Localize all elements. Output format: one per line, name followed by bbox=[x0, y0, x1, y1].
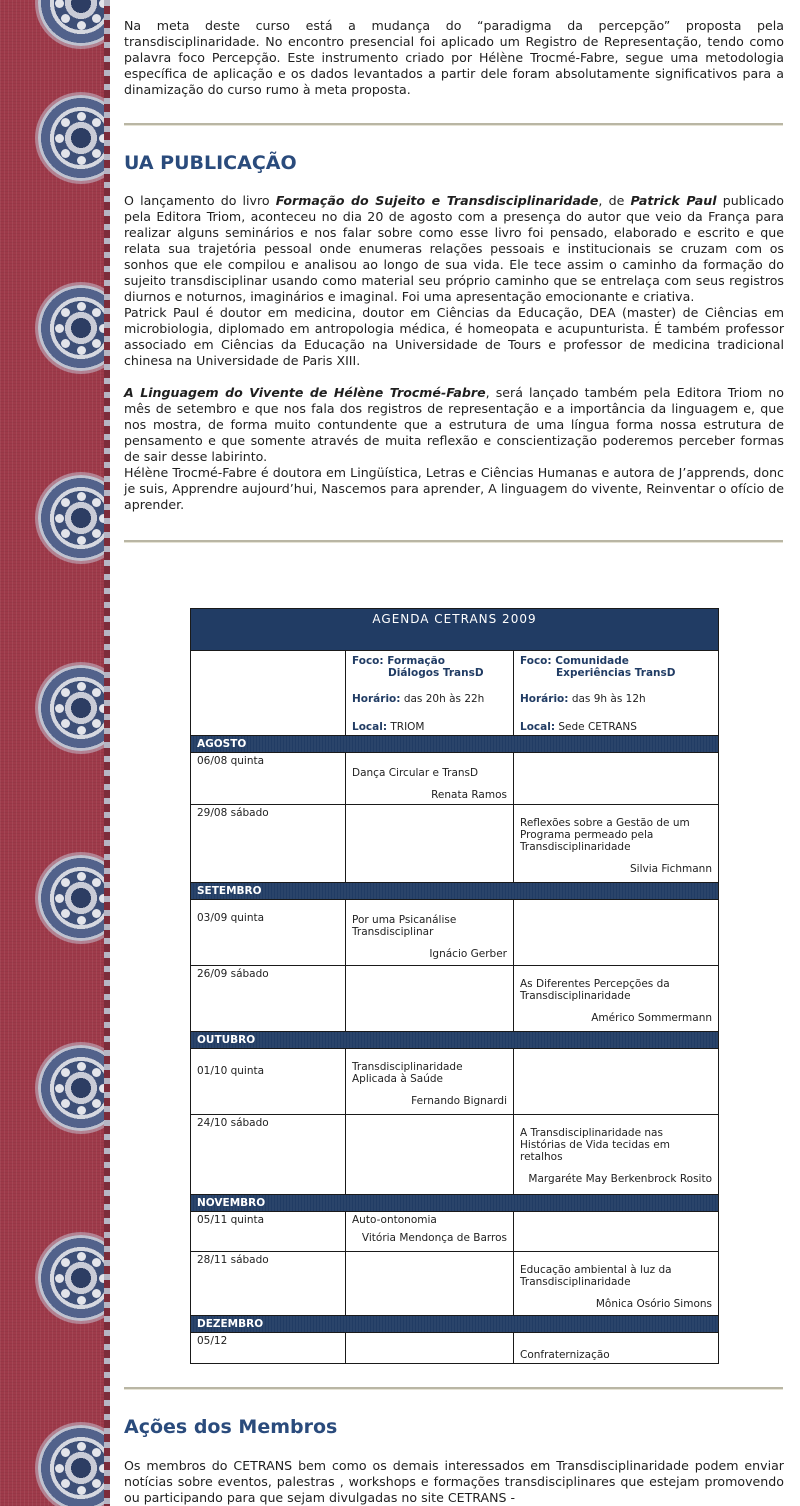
medallion-dot bbox=[77, 346, 86, 355]
author-bio: Patrick Paul é doutor em medicina, doutor em Ciências da Educação, DEA (master) de Ciências em microbiologia, diplomado em antropologia médica, é homeopata e acupunturista. É também professor associado em Ciências da Educação na Universidade de Tours e professor de medicina tradicional chinesa na Universidade de Paris XIII. bbox=[124, 305, 784, 368]
medallion-ornament bbox=[38, 1045, 110, 1131]
medallion-ornament bbox=[38, 95, 110, 181]
empty-cell bbox=[346, 966, 514, 1032]
author-bio: Hélène Trocmé-Fabre é doutora em Lingüística, Letras e Ciências Humanas e autora de J’apprends, donc je suis, Apprendre aujourd’hui, Nascemos para aprender, A linguagem do vivente, Reinventar o ofício de aprender. bbox=[124, 465, 784, 512]
local-value: Sede CETRANS bbox=[558, 721, 637, 733]
medallion-dot bbox=[77, 916, 86, 925]
empty-cell bbox=[346, 805, 514, 883]
medallion-ornament bbox=[38, 285, 110, 371]
medallion-dot bbox=[61, 1479, 70, 1488]
medallion-dot bbox=[61, 339, 70, 348]
medallion-dot bbox=[92, 1289, 101, 1298]
section-divider bbox=[124, 123, 783, 126]
medallion-dot bbox=[92, 1479, 101, 1488]
horario-value: das 9h às 12h bbox=[571, 693, 646, 705]
medallion-dot bbox=[61, 1289, 70, 1298]
medallion-dot bbox=[61, 14, 70, 23]
text-fragment: publicado pela Editora Triom, aconteceu no dia 20 de agosto com a presença do autor que veio da França para realizar alguns seminários e nos falar sobre como esse livro foi pensado, elaborado e escrito e que relata sua trajetória pessoal onde enumeras relações pessoais e institucionais se cruzam com os sonhos que ele compilou e analisou ao longo de sua vida. Ele tece assim o caminho da formação do sujeito transdisciplinar usando como material seu próprio caminho que se entrelaça com seus registros diurnos e noturnos, imaginários e imaginal. Foi uma apresentação emocionante e criativa. bbox=[124, 193, 785, 304]
text-fragment: O lançamento do livro bbox=[124, 193, 276, 208]
empty-cell bbox=[346, 1333, 514, 1364]
medallion-dot bbox=[61, 719, 70, 728]
event-title: A Transdisciplinaridade nas Histórias de Vida tecidas em retalhos bbox=[520, 1127, 670, 1163]
medallion-dot bbox=[61, 149, 70, 158]
medallion-dot bbox=[55, 1084, 64, 1093]
medallion-dot bbox=[55, 514, 64, 523]
medallion-dot bbox=[92, 909, 101, 918]
table-row bbox=[191, 1212, 719, 1252]
medallion-dot bbox=[77, 1296, 86, 1305]
foco-label: Foco: Comunidade bbox=[520, 655, 629, 667]
medallion-dot bbox=[92, 14, 101, 23]
foco-subtitle: Experiências TransD bbox=[556, 667, 676, 679]
event-date: 05/12 bbox=[191, 1333, 346, 1364]
empty-cell bbox=[346, 1115, 514, 1195]
medallion-dot bbox=[92, 118, 101, 127]
medallion-dot bbox=[61, 529, 70, 538]
medallion-dot bbox=[77, 302, 86, 311]
author-name: Patrick Paul bbox=[630, 193, 717, 208]
empty-cell bbox=[514, 753, 719, 805]
strip-border bbox=[104, 0, 110, 1506]
event-cell bbox=[514, 1252, 719, 1316]
event-cell bbox=[514, 1333, 719, 1364]
medallion-dot bbox=[92, 308, 101, 317]
medallion-dot bbox=[61, 498, 70, 507]
event-title: As Diferentes Percepções da Transdisciplinaridade bbox=[520, 978, 670, 1002]
agenda-title: AGENDA CETRANS 2009 bbox=[191, 609, 719, 651]
section-divider bbox=[124, 540, 783, 543]
medallion-dot bbox=[92, 149, 101, 158]
medallion-dot bbox=[61, 688, 70, 697]
local-label: Local: bbox=[352, 721, 388, 733]
medallion-dot bbox=[77, 492, 86, 501]
foco-label: Foco: Formação bbox=[352, 655, 445, 667]
medallion-dot bbox=[77, 1486, 86, 1495]
medallion-dot bbox=[77, 1252, 86, 1261]
event-title: Auto-ontonomia bbox=[352, 1214, 437, 1226]
empty-cell bbox=[514, 1212, 719, 1252]
month-header: DEZEMBRO bbox=[191, 1316, 719, 1333]
medallion-dot bbox=[61, 878, 70, 887]
table-row bbox=[191, 900, 719, 966]
medallion-dot bbox=[92, 529, 101, 538]
event-title: Dança Circular e TransD bbox=[352, 767, 479, 779]
event-cell bbox=[346, 1212, 514, 1252]
publicacao-paragraph-1 bbox=[124, 193, 784, 369]
empty-cell bbox=[514, 1049, 719, 1115]
medallion-dot bbox=[77, 536, 86, 545]
decorative-side-pattern bbox=[0, 0, 110, 1506]
medallion-dot bbox=[55, 1464, 64, 1473]
medallion-dot bbox=[92, 1258, 101, 1267]
event-speaker: Vitória Mendonça de Barros bbox=[361, 1232, 507, 1244]
empty-cell bbox=[346, 1252, 514, 1316]
medallion-dot bbox=[92, 878, 101, 887]
event-title: Reflexões sobre a Gestão de um Programa permeado pela Transdisciplinaridade bbox=[520, 817, 690, 853]
table-row bbox=[191, 1252, 719, 1316]
event-title: Por uma Psicanálise Transdisciplinar bbox=[352, 914, 457, 938]
foco-formacao-cell bbox=[346, 651, 514, 736]
medallion-dot bbox=[77, 21, 86, 30]
text-fragment: , de bbox=[598, 193, 631, 208]
event-speaker: Américo Sommermann bbox=[591, 1012, 712, 1024]
table-row bbox=[191, 753, 719, 805]
local-label: Local: bbox=[520, 721, 556, 733]
medallion-dot bbox=[61, 1099, 70, 1108]
horario-label: Horário: bbox=[352, 693, 401, 705]
medallion-dot bbox=[92, 1448, 101, 1457]
empty-cell bbox=[191, 651, 346, 736]
medallion-dot bbox=[92, 1099, 101, 1108]
medallion-ornament bbox=[38, 1425, 110, 1506]
event-date: 26/09 sábado bbox=[191, 966, 346, 1032]
medallion-dot bbox=[55, 0, 64, 8]
month-header: SETEMBRO bbox=[191, 883, 719, 900]
medallion-dot bbox=[61, 1068, 70, 1077]
medallion-dot bbox=[77, 872, 86, 881]
table-row bbox=[191, 805, 719, 883]
agenda-table bbox=[190, 608, 719, 1364]
section-divider bbox=[124, 1387, 783, 1390]
event-title: Educação ambiental à luz da Transdisciplinaridade bbox=[520, 1264, 672, 1288]
medallion-ornament bbox=[38, 855, 110, 941]
medallion-dot bbox=[55, 324, 64, 333]
medallion-dot bbox=[77, 1442, 86, 1451]
event-cell bbox=[514, 966, 719, 1032]
table-row bbox=[191, 1333, 719, 1364]
event-speaker: Fernando Bignardi bbox=[411, 1095, 507, 1107]
text-fragment: , será lançado também pela Editora Triom no mês de setembro e que nos fala dos registros de representação e a importância da linguagem e, que nos mostra, de forma muito contundente que a estrutura de uma língua forma nossa estrutura de pensamento e que somente através de muita reflexão e conscientização poderemos perceber formas de sair desse labirinto. bbox=[124, 385, 784, 464]
foco-subtitle: Diálogos TransD bbox=[388, 667, 484, 679]
intro-paragraph: Na meta deste curso está a mudança do “paradigma da percepção” proposta pela transdisciplinaridade. No encontro presencial foi aplicado um Registro de Representação, tendo como palavra foco Percepção. Este instrumento criado por Hélène Trocmé-Fabre, segue uma metodologia específica de aplicação e os dados levantados a partir dele foram absolutamente significativos para a dinamização do curso rumo à meta proposta. bbox=[124, 18, 784, 97]
medallion-dot bbox=[77, 112, 86, 121]
event-date: 01/10 quinta bbox=[191, 1049, 346, 1115]
event-cell bbox=[346, 1049, 514, 1115]
section-heading-acoes: Ações dos Membros bbox=[124, 1416, 338, 1438]
medallion-dot bbox=[55, 894, 64, 903]
month-header: OUTUBRO bbox=[191, 1032, 719, 1049]
medallion-dot bbox=[92, 498, 101, 507]
book-title: Formação do Sujeito e Transdisciplinaridade bbox=[275, 193, 599, 208]
month-header: AGOSTO bbox=[191, 736, 719, 753]
medallion-dot bbox=[77, 156, 86, 165]
horario-value: das 20h às 22h bbox=[403, 693, 485, 705]
event-date: 05/11 quinta bbox=[191, 1212, 346, 1252]
medallion-ornament bbox=[38, 475, 110, 561]
medallion-dot bbox=[61, 1448, 70, 1457]
event-speaker: Margaréte May Berkenbrock Rosito bbox=[528, 1173, 712, 1185]
event-title: Transdisciplinaridade Aplicada à Saúde bbox=[352, 1061, 463, 1085]
table-row bbox=[191, 1115, 719, 1195]
medallion-dot bbox=[92, 719, 101, 728]
event-speaker: Ignácio Gerber bbox=[429, 948, 507, 960]
event-speaker: Renata Ramos bbox=[431, 789, 507, 801]
medallion-ornament bbox=[38, 0, 110, 46]
medallion-dot bbox=[77, 682, 86, 691]
medallion-dot bbox=[77, 1062, 86, 1071]
medallion-dot bbox=[61, 308, 70, 317]
medallion-dot bbox=[77, 726, 86, 735]
event-date: 28/11 sábado bbox=[191, 1252, 346, 1316]
event-speaker: Mônica Osório Simons bbox=[595, 1298, 712, 1310]
event-date: 24/10 sábado bbox=[191, 1115, 346, 1195]
book-title: A Linguagem do Vivente de Hélène Trocmé-Fabre bbox=[124, 385, 486, 400]
horario-label: Horário: bbox=[520, 693, 569, 705]
medallion-dot bbox=[77, 1106, 86, 1115]
local-value: TRIOM bbox=[390, 721, 425, 733]
medallion-dot bbox=[92, 339, 101, 348]
event-speaker: Silvia Fichmann bbox=[630, 863, 712, 875]
event-date: 06/08 quinta bbox=[191, 753, 346, 805]
medallion-dot bbox=[92, 1068, 101, 1077]
section-heading-publicacao: UA PUBLICAÇÃO bbox=[124, 152, 297, 174]
medallion-dot bbox=[61, 909, 70, 918]
medallion-dot bbox=[55, 704, 64, 713]
medallion-dot bbox=[92, 688, 101, 697]
event-date: 03/09 quinta bbox=[191, 900, 346, 966]
empty-cell bbox=[514, 900, 719, 966]
event-title: Confraternização bbox=[520, 1349, 610, 1361]
medallion-ornament bbox=[38, 1235, 110, 1321]
medallion-dot bbox=[61, 118, 70, 127]
medallion-dot bbox=[55, 134, 64, 143]
event-cell bbox=[514, 1115, 719, 1195]
event-cell bbox=[514, 805, 719, 883]
event-date: 29/08 sábado bbox=[191, 805, 346, 883]
medallion-dot bbox=[55, 1274, 64, 1283]
month-header: NOVEMBRO bbox=[191, 1195, 719, 1212]
acoes-paragraph: Os membros do CETRANS bem como os demais interessados em Transdisciplinaridade podem enviar notícias sobre eventos, palestras , workshops e formações transdisciplinares que estejam promovendo ou participando para que sejam divulgadas no site CETRANS - bbox=[124, 1458, 784, 1505]
foco-comunidade-cell bbox=[514, 651, 719, 736]
medallion-ornament bbox=[38, 665, 110, 751]
table-row bbox=[191, 1049, 719, 1115]
table-row bbox=[191, 966, 719, 1032]
event-cell bbox=[346, 900, 514, 966]
medallion-dot bbox=[61, 1258, 70, 1267]
event-cell bbox=[346, 753, 514, 805]
publicacao-paragraph-2 bbox=[124, 385, 784, 513]
